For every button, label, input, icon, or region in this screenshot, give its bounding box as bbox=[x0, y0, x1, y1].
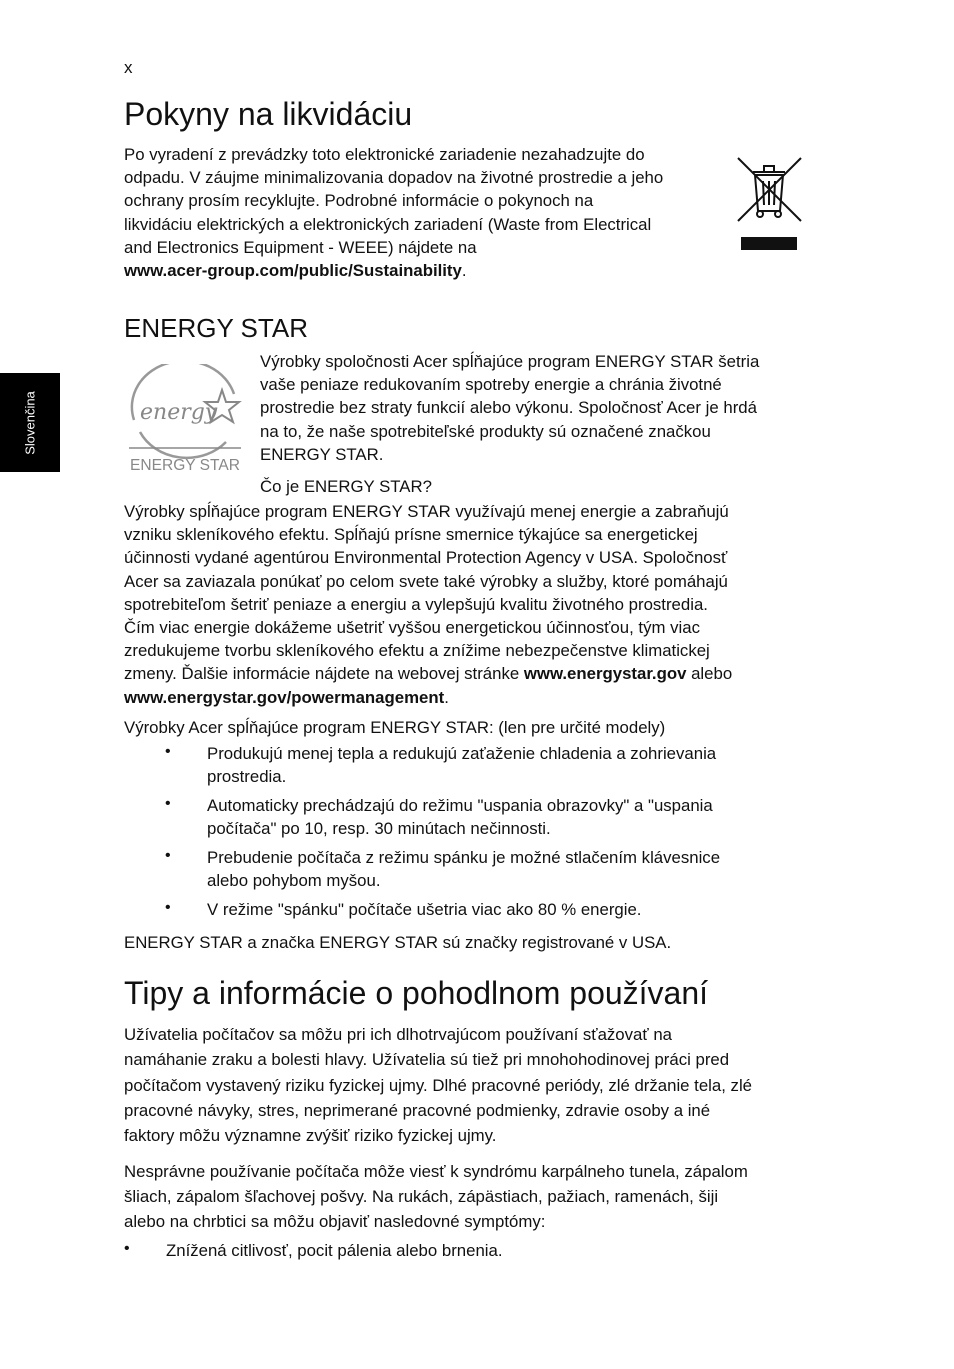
link-suffix: . bbox=[461, 261, 467, 281]
disposal-line: ochrany prosím recyklujte. Podrobné informácie o pokynoch na bbox=[124, 191, 594, 211]
language-side-tab-label: Slovenčina bbox=[22, 390, 38, 455]
list-item-line: V režime "spánku" počítače ušetria viac ako 80 % energie. bbox=[207, 900, 642, 919]
energy-intro-line: Výrobky spoločnosti Acer spĺňajúce program ENERGY STAR šetria bbox=[260, 352, 760, 371]
list-item-line: prostredia. bbox=[207, 767, 287, 787]
bullet-icon: • bbox=[165, 847, 171, 864]
bullet-icon: • bbox=[165, 795, 171, 812]
comfort-paragraph-2 bbox=[124, 1159, 824, 1234]
disposal-line: and Electronics Equipment - WEEE) nájdete na bbox=[124, 237, 477, 257]
comfort-heading: Tipy a informácie o pohodlnom používaní bbox=[124, 975, 709, 1011]
comfort-line: Nesprávne používanie počítača môže viesť k syndrómu karpálneho tunela, zápalom bbox=[124, 1162, 748, 1181]
bullet-icon: • bbox=[165, 899, 171, 916]
list-item bbox=[207, 794, 713, 840]
comfort-line: Užívatelia počítačov sa môžu pri ich dlhotrvajúcom používaní sťažovať na bbox=[124, 1025, 672, 1044]
disposal-paragraph bbox=[124, 143, 724, 282]
energy-body-mid: alebo bbox=[686, 664, 733, 684]
list-item-line: počítača" po 10, resp. 30 minútach nečinnosti. bbox=[207, 819, 551, 839]
energy-body-line: účinnosti vydané agentúrou Environmental Protection Agency v USA. Spoločnosť bbox=[124, 548, 728, 568]
energy-star-body bbox=[124, 500, 824, 709]
energy-body-line: Acer sa zaviazala ponúkať po celom svete také výrobky a služby, ktoré pomáhajú bbox=[124, 571, 728, 591]
energy-star-question: Čo je ENERGY STAR? bbox=[260, 477, 432, 496]
disposal-line: likvidáciu elektrických a elektronických zariadení (Waste from Electrical bbox=[124, 214, 652, 234]
bullet-icon: • bbox=[165, 743, 171, 760]
energy-intro-line: ENERGY STAR. bbox=[260, 444, 384, 464]
bullet-icon: • bbox=[124, 1240, 130, 1257]
energy-star-list-intro: Výrobky Acer spĺňajúce program ENERGY STAR: (len pre určité modely) bbox=[124, 718, 666, 737]
powermanagement-link[interactable]: www.energystar.gov/powermanagement bbox=[124, 687, 445, 707]
disposal-line: Po vyradení z prevádzky toto elektronické zariadenie nezahadzujte do bbox=[124, 145, 645, 164]
energy-script-text: energy bbox=[140, 400, 218, 425]
energy-intro-line: vaše peniaze redukovaním spotreby energie a chránia životné bbox=[260, 375, 722, 395]
list-item bbox=[207, 742, 716, 788]
energy-star-logo-text: ENERGY STAR bbox=[130, 457, 240, 474]
link-suffix: . bbox=[444, 687, 449, 707]
comfort-line: počítačom vystavený riziku fyzickej ujmy. Dlhé pracovné periódy, zlé držanie tela, zlé bbox=[124, 1075, 753, 1095]
list-item-line: alebo pohybom myšou. bbox=[207, 871, 381, 891]
disposal-line: odpadu. V záujme minimalizovania dopadov na životné prostredie a jeho bbox=[124, 168, 664, 188]
energy-intro-line: prostredie bez straty funkcií alebo výkonu. Spoločnosť Acer je hrdá bbox=[260, 398, 757, 418]
energy-intro-line: na to, že naše spotrebiteľské produkty sú označené značkou bbox=[260, 421, 711, 441]
comfort-line: faktory môžu významne zvýšiť riziko fyzickej ujmy. bbox=[124, 1126, 497, 1146]
energy-body-line: vzniku skleníkového efektu. Spĺňajú prísne smernice týkajúce sa energetickej bbox=[124, 525, 698, 545]
energy-body-line: spotrebiteľom šetriť peniaze a energiu a vylepšujú kvalitu životného prostredia. bbox=[124, 594, 708, 614]
list-item bbox=[207, 846, 720, 892]
energy-star-logo bbox=[126, 364, 244, 476]
energy-star-heading: ENERGY STAR bbox=[124, 313, 308, 343]
sustainability-link[interactable]: www.acer-group.com/public/Sustainability bbox=[124, 261, 462, 281]
energy-body-line: Výrobky spĺňajúce program ENERGY STAR využívajú menej energie a zabraňujú bbox=[124, 502, 729, 521]
page-number: x bbox=[124, 58, 133, 77]
list-item-line: Automaticky prechádzajú do režimu "uspania obrazovky" a "uspania bbox=[207, 796, 713, 815]
comfort-line: alebo na chrbtici sa môžu objaviť nasledovné symptómy: bbox=[124, 1212, 546, 1231]
list-item-line: Prebudenie počítača z režimu spánku je možné stlačením klávesnice bbox=[207, 848, 721, 867]
energy-body-line: zredukujeme tvorbu skleníkového efektu a znížime nebezpečenstve klimatickej bbox=[124, 641, 710, 661]
list-item-line: Produkujú menej tepla a redukujú zaťaženie chladenia a zohrievania bbox=[207, 744, 717, 763]
list-item: Znížená citlivosť, pocit pálenia alebo brnenia. bbox=[166, 1241, 503, 1260]
trademark-note: ENERGY STAR a značka ENERGY STAR sú značky registrované v USA. bbox=[124, 933, 672, 952]
comfort-line: šliach, zápalom šľachovej pošvy. Na rukách, zápästiach, pažiach, ramenách, šiji bbox=[124, 1187, 719, 1206]
comfort-line: pracovné návyky, stres, neprimerané pracovné podmienky, zdravie osoby a iné bbox=[124, 1100, 711, 1120]
energy-body-line: zmeny. Ďalšie informácie nájdete na webovej stránke bbox=[124, 664, 524, 684]
energy-body-line: Čím viac energie dokážeme ušetriť vyššou energetickou účinnosťou, tým viac bbox=[124, 618, 700, 638]
disposal-heading: Pokyny na likvidáciu bbox=[124, 96, 413, 132]
energy-star-intro bbox=[260, 350, 820, 466]
comfort-line: namáhanie zraku a bolesti hlavy. Užívatelia sú tiež pri mnohohodinovej práci pred bbox=[124, 1050, 730, 1070]
language-side-tab bbox=[0, 373, 60, 472]
weee-crossed-bin-icon bbox=[735, 155, 805, 251]
comfort-paragraph-1 bbox=[124, 1022, 824, 1148]
list-item bbox=[207, 898, 641, 921]
energystar-gov-link[interactable]: www.energystar.gov bbox=[523, 664, 687, 684]
